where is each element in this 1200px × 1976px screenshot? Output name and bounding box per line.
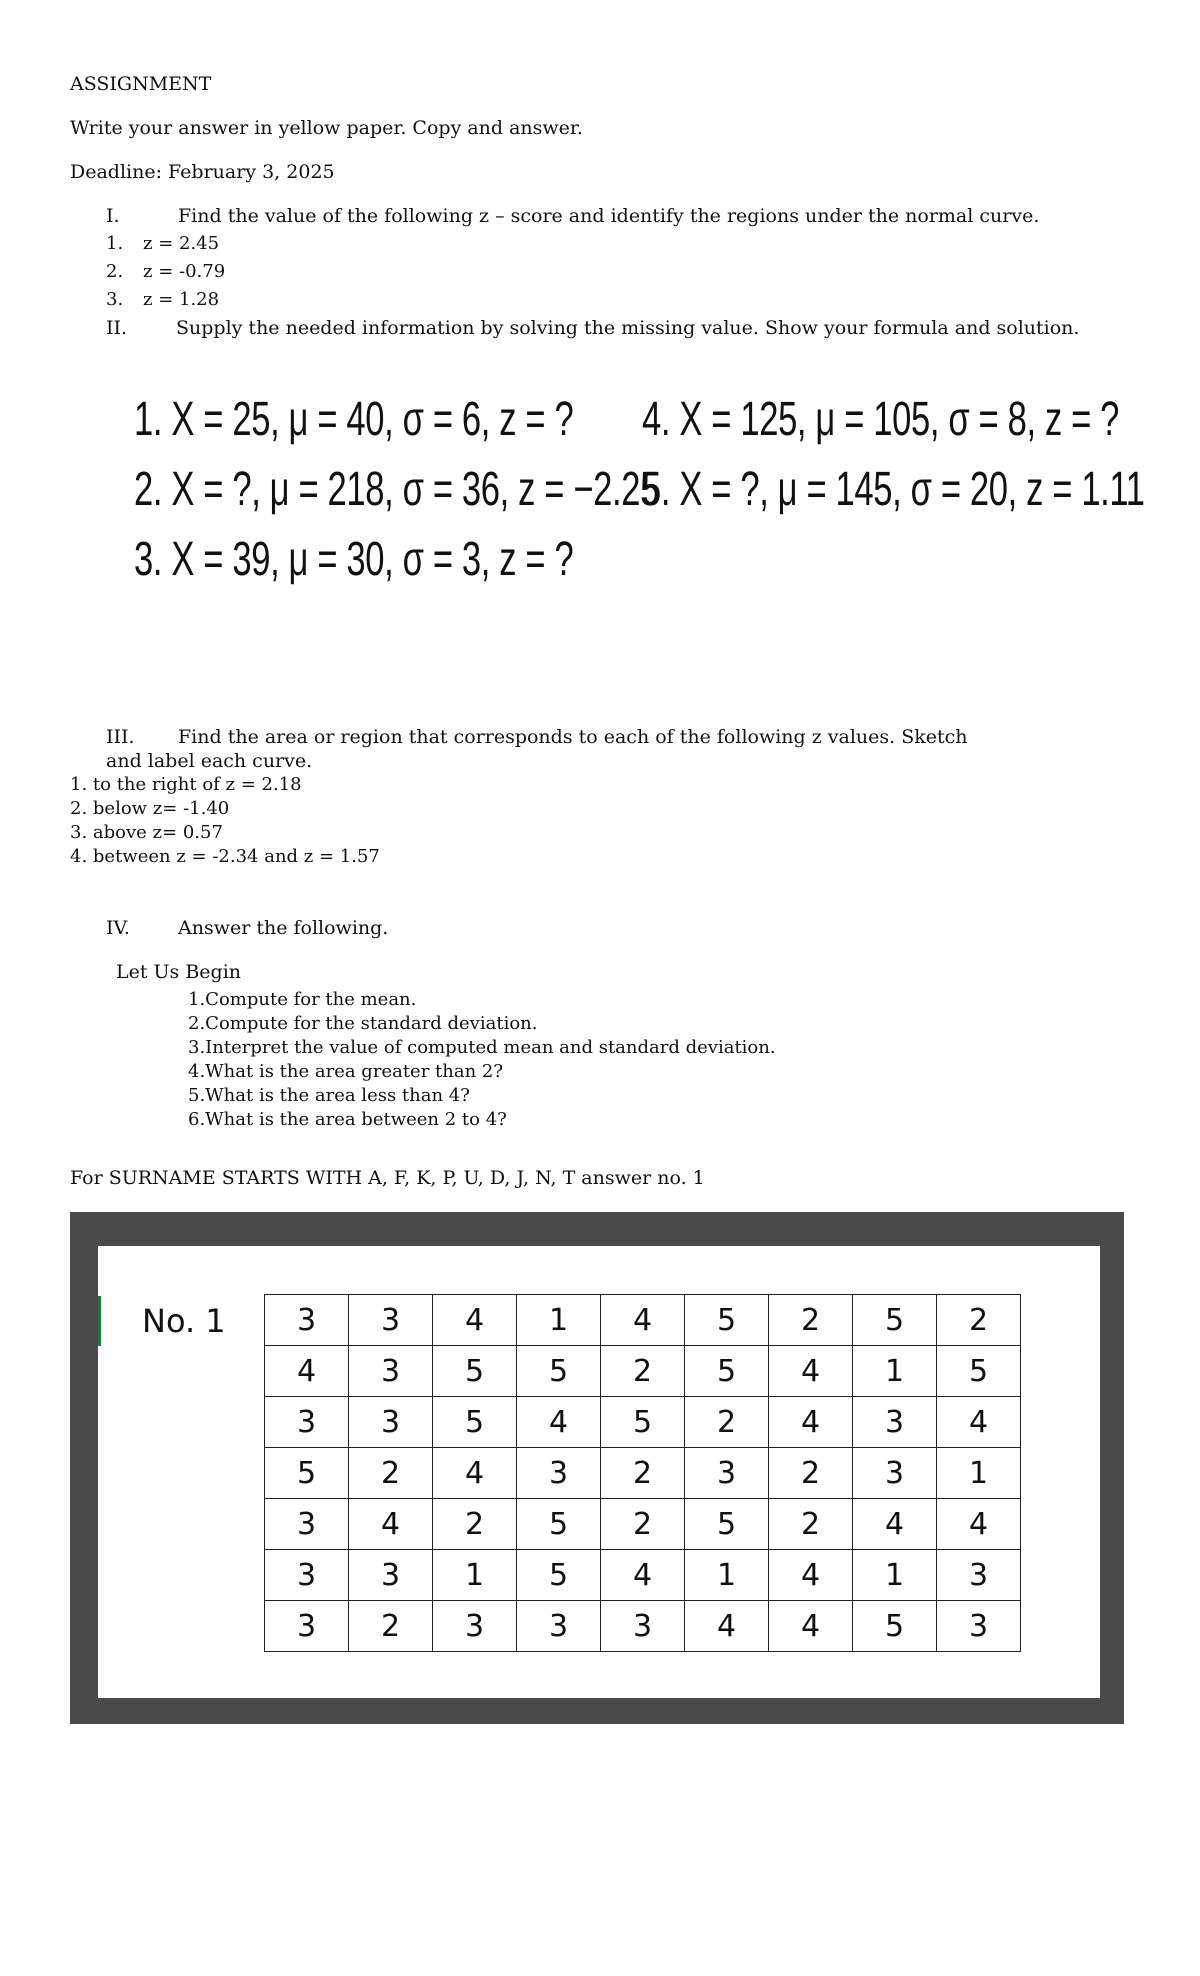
table-cell: 4: [769, 1550, 853, 1601]
table-cell: 4: [265, 1346, 349, 1397]
table-cell: 2: [769, 1295, 853, 1346]
table-cell: 2: [349, 1601, 433, 1652]
part3-item: 1. to the right of z = 2.18: [70, 774, 302, 795]
table-row: [265, 1499, 1021, 1550]
part4-item: 5.What is the area less than 4?: [188, 1085, 470, 1106]
table-cell: 2: [685, 1397, 769, 1448]
table-cell: 3: [685, 1448, 769, 1499]
surname-note: For SURNAME STARTS WITH A, F, K, P, U, D, J, N, T answer no. 1: [70, 1167, 705, 1189]
table-cell: 4: [937, 1499, 1021, 1550]
table-cell: 3: [349, 1295, 433, 1346]
table-cell: 4: [853, 1499, 937, 1550]
table-cell: 3: [349, 1550, 433, 1601]
table-cell: 5: [853, 1601, 937, 1652]
table-label: No. 1: [142, 1302, 226, 1340]
table-cell: 3: [853, 1397, 937, 1448]
table-cell: 4: [937, 1397, 1021, 1448]
table-cell: 1: [853, 1550, 937, 1601]
table-cell: 2: [601, 1448, 685, 1499]
table-cell: 3: [853, 1448, 937, 1499]
deadline-text: Deadline: February 3, 2025: [70, 161, 335, 183]
table-cell: 4: [433, 1448, 517, 1499]
table-cell: 5: [265, 1448, 349, 1499]
table-cell: 1: [433, 1550, 517, 1601]
table-cell: 5: [685, 1499, 769, 1550]
table-cell: 4: [433, 1295, 517, 1346]
part1-item: z = 1.28: [143, 289, 220, 310]
table-cell: 3: [517, 1448, 601, 1499]
table-cell: 1: [517, 1295, 601, 1346]
part4-item: 4.What is the area greater than 2?: [188, 1061, 504, 1082]
table-cell: 2: [937, 1295, 1021, 1346]
part2-heading: Supply the needed information by solving the missing value. Show your formula and solution.: [176, 317, 1080, 339]
part4-heading: Answer the following.: [178, 917, 389, 939]
part3-heading: Find the area or region that corresponds to each of the following z values. Sketch: [178, 726, 968, 748]
part4-item: 6.What is the area between 2 to 4?: [188, 1109, 507, 1130]
table-cell: 1: [853, 1346, 937, 1397]
instruction-text: Write your answer in yellow paper. Copy and answer.: [70, 117, 583, 139]
part1-heading: Find the value of the following z – score and identify the regions under the normal curve.: [178, 205, 1040, 227]
part2-numeral: II.: [106, 317, 128, 339]
part4-subtitle: Let Us Begin: [116, 961, 242, 983]
problem-2: 2. X = ?, μ = 218, σ = 36, z = −2.25: [134, 463, 659, 516]
table-row: [265, 1397, 1021, 1448]
table-cell: 5: [937, 1346, 1021, 1397]
table-cell: 4: [769, 1601, 853, 1652]
data-table: [264, 1294, 1021, 1652]
part3-numeral: III.: [106, 726, 135, 748]
table-cell: 3: [937, 1550, 1021, 1601]
table-cell: 3: [937, 1601, 1021, 1652]
table-cell: 4: [601, 1550, 685, 1601]
table-cell: 4: [601, 1295, 685, 1346]
table-row: [265, 1448, 1021, 1499]
table-cell: 5: [517, 1550, 601, 1601]
table-image: [98, 1246, 1100, 1698]
table-cell: 4: [769, 1346, 853, 1397]
table-cell: 5: [517, 1346, 601, 1397]
table-cell: 4: [685, 1601, 769, 1652]
part3-item: 2. below z= -1.40: [70, 798, 230, 819]
part1-item: z = 2.45: [143, 233, 220, 254]
part1-item-number: 1.: [106, 233, 124, 254]
table-cell: 2: [769, 1499, 853, 1550]
table-cell: 5: [517, 1499, 601, 1550]
problem-1: 1. X = 25, μ = 40, σ = 6, z = ?: [134, 393, 574, 446]
part1-item-number: 2.: [106, 261, 124, 282]
part1-item: z = -0.79: [143, 261, 226, 282]
part4-item: 1.Compute for the mean.: [188, 989, 417, 1010]
table-row: [265, 1601, 1021, 1652]
table-cell: 3: [265, 1295, 349, 1346]
table-cell: 3: [265, 1550, 349, 1601]
table-cell: 3: [265, 1397, 349, 1448]
part1-item-number: 3.: [106, 289, 124, 310]
table-image-frame: [70, 1212, 1124, 1724]
table-cell: 3: [517, 1601, 601, 1652]
table-cell: 4: [517, 1397, 601, 1448]
table-cell: 2: [601, 1499, 685, 1550]
table-cell: 3: [601, 1601, 685, 1652]
table-row: [265, 1295, 1021, 1346]
table-row: [265, 1550, 1021, 1601]
table-cell: 5: [685, 1346, 769, 1397]
part3-item: 3. above z= 0.57: [70, 822, 223, 843]
part3-heading-cont: and label each curve.: [106, 750, 313, 772]
table-cell: 1: [685, 1550, 769, 1601]
table-cell: 4: [349, 1499, 433, 1550]
part4-numeral: IV.: [106, 917, 130, 939]
part4-item: 3.Interpret the value of computed mean and standard deviation.: [188, 1037, 776, 1058]
table-cell: 2: [433, 1499, 517, 1550]
table-cell: 5: [685, 1295, 769, 1346]
table-cell: 3: [265, 1499, 349, 1550]
table-cell: 5: [433, 1397, 517, 1448]
problem-3: 3. X = 39, μ = 30, σ = 3, z = ?: [134, 533, 574, 586]
table-cell: 3: [265, 1601, 349, 1652]
table-cell: 2: [769, 1448, 853, 1499]
problem-5: 5. X = ?, μ = 145, σ = 20, z = 1.11: [642, 463, 1145, 516]
table-cell: 5: [601, 1397, 685, 1448]
table-cell: 3: [349, 1346, 433, 1397]
problem-4: 4. X = 125, μ = 105, σ = 8, z = ?: [642, 393, 1120, 446]
table-cell: 1: [937, 1448, 1021, 1499]
cell-selection-marker: [98, 1296, 101, 1346]
part3-item: 4. between z = -2.34 and z = 1.57: [70, 846, 380, 867]
part4-item: 2.Compute for the standard deviation.: [188, 1013, 538, 1034]
table-cell: 4: [769, 1397, 853, 1448]
table-cell: 3: [349, 1397, 433, 1448]
part1-numeral: I.: [106, 205, 120, 227]
assignment-title: ASSIGNMENT: [70, 73, 212, 95]
table-row: [265, 1346, 1021, 1397]
table-cell: 3: [433, 1601, 517, 1652]
table-cell: 2: [601, 1346, 685, 1397]
table-cell: 5: [853, 1295, 937, 1346]
table-cell: 5: [433, 1346, 517, 1397]
table-cell: 2: [349, 1448, 433, 1499]
